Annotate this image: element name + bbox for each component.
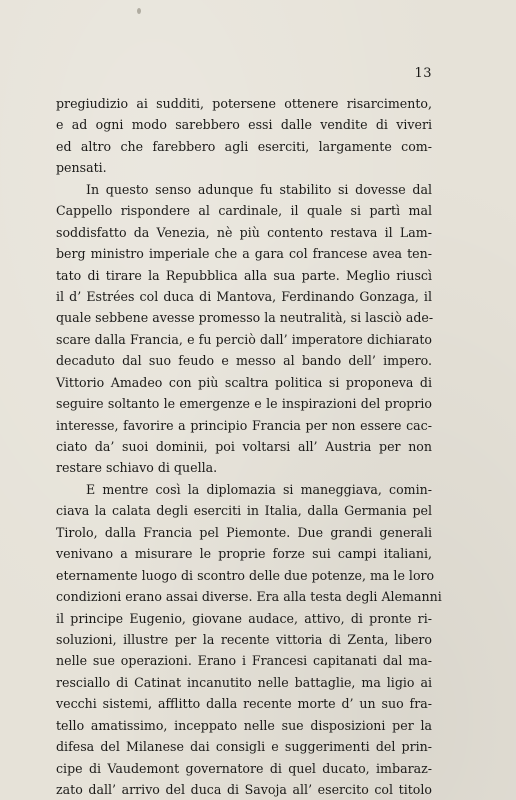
text-line: difesa del Milanese dai consigli e suggerimenti del prin- <box>56 739 432 755</box>
text-line: pensati. <box>56 160 107 176</box>
text-line: condizioni erano assai diverse. Era alla testa degli Alemanni <box>56 589 442 605</box>
text-line: Cappello rispondere al cardinale, il quale si partì mal <box>56 203 432 219</box>
text-line: scare dalla Francia, e fu perciò dall’ imperatore dichiarato <box>56 331 432 347</box>
text-line: resciallo di Catinat incanutito nelle battaglie, ma ligio ai <box>56 674 432 690</box>
text-line: decaduto dal suo feudo e messo al bando dell’ impero. <box>56 353 432 369</box>
text-line: pregiudizio ai sudditi, potersene ottenere risarcimento, <box>56 96 432 111</box>
text-line: E mentre così la diplomazia si maneggiava, comin- <box>86 481 432 497</box>
text-line: tato di tirare la Repubblica alla sua parte. Meglio riuscì <box>56 267 432 283</box>
page-number: 13 <box>414 66 432 81</box>
text-line: tello amatissimo, inceppato nelle sue disposizioni per la <box>56 717 432 733</box>
text-line: ciato da’ suoi dominii, poi voltarsi all’ Austria per non <box>56 439 432 454</box>
text-line: soluzioni, illustre per la recente vittoria di Zenta, libero <box>56 631 432 647</box>
body-text <box>56 93 442 800</box>
text-line: vecchi sistemi, afflitto dalla recente morte d’ un suo fra- <box>56 696 432 712</box>
text-line: berg ministro imperiale che a gara col francese avea ten- <box>56 246 432 262</box>
text-line: e ad ogni modo sarebbero essi dalle vendite di viveri <box>56 117 432 133</box>
text-line: cipe di Vaudemont governatore di quel ducato, imbaraz- <box>56 760 432 776</box>
text-line: Vittorio Amadeo con più scaltra politica si proponeva di <box>56 374 432 390</box>
text-line: nelle sue operazioni. Erano i Francesi capitanati dal ma- <box>56 653 432 669</box>
text-line: venivano a misurare le proprie forze sui campi italiani, <box>56 546 432 562</box>
text-line: soddisfatto da Venezia, nè più contento restava il Lam- <box>56 224 432 240</box>
text-line: Tirolo, dalla Francia pel Piemonte. Due grandi generali <box>56 524 432 540</box>
text-line: zato dall’ arrivo del duca di Savoja all’ esercito col titolo <box>56 782 432 797</box>
text-line: ed altro che farebbero agli eserciti, largamente com- <box>56 138 432 154</box>
text-line: ciava la calata degli eserciti in Italia, dalla Germania pel <box>56 503 432 519</box>
text-line: il principe Eugenio, giovane audace, attivo, di pronte ri- <box>56 610 432 626</box>
text-line: eternamente luogo di scontro delle due potenze, ma le loro <box>56 567 435 583</box>
text-line: interesse, favorire a principio Francia per non essere cac- <box>56 417 432 433</box>
text-line: In questo senso adunque fu stabilito si dovesse dal <box>86 181 432 197</box>
text-line: quale sebbene avesse promesso la neutralità, si lasciò ade- <box>56 310 434 326</box>
text-line: il d’ Estrées col duca di Mantova, Ferdinando Gonzaga, il <box>56 288 432 304</box>
text-line: seguire soltanto le emergenze e le inspirazioni del proprio <box>56 396 432 412</box>
text-line: restare schiavo di quella. <box>56 460 218 476</box>
paper-speck <box>137 8 141 14</box>
